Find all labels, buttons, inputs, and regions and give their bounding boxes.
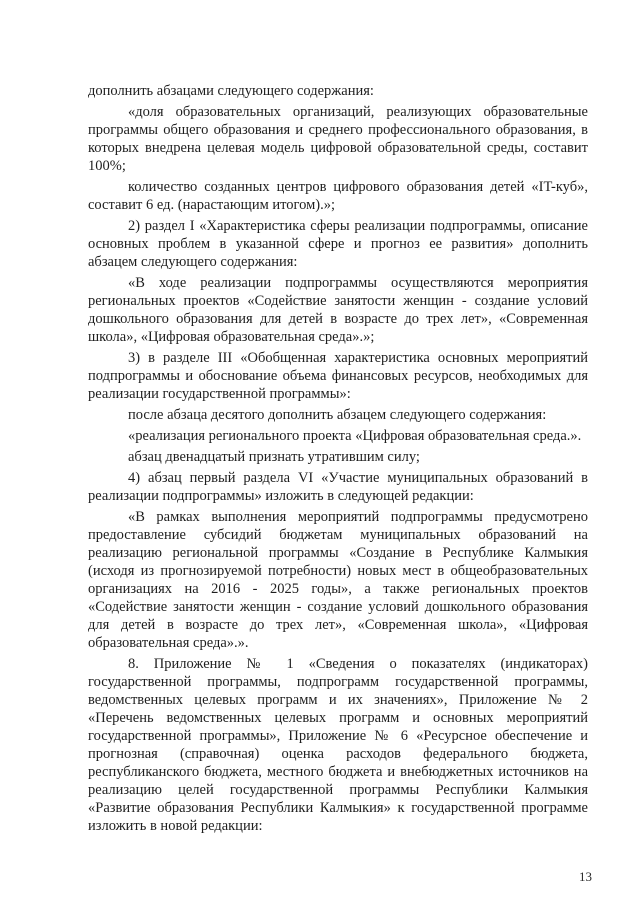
paragraph-8: «реализация регионального проекта «Цифровая образовательная среда.».	[128, 428, 582, 444]
paragraph-4: 2) раздел I «Характеристика сферы реализации подпрограммы, описание основных проблем в указанной сфере и прогноз ее развития» дополнить абзацем следующего содержания:	[88, 218, 588, 270]
paragraph-12: 8. Приложение № 1 «Сведения о показателях (индикаторах) государственной программы, подпрограмм государственной программы, ведомственных целевых программ и их значениях», Приложение № 2 «Перечень ведомственных целевых программ и основных мероприятий государственной программы», Приложение № 6 «Ресурсное обеспечение и прогнозная (справочная) оценка расходов федерального бюджета, республиканского бюджета, местного бюджета и внебюджетных источников на реализацию целей государственной программы Республики Калмыкия «Развитие образования Республики Калмыкия» к государственной программе изложить в новой редакции:	[88, 656, 588, 834]
paragraph-2: «доля образовательных организаций, реализующих образовательные программы общего образования и среднего профессионального образования, в которых внедрена целевая модель цифровой образовательной среды, составит 100%;	[88, 104, 588, 174]
paragraph-1: дополнить абзацами следующего содержания:	[88, 83, 374, 99]
paragraph-11: «В рамках выполнения мероприятий подпрограммы предусмотрено предоставление субсидий бюджетам муниципальных образований на реализацию региональной программы «Создание в Республике Калмыкия (исходя из прогнозируемой потребности) новых мест в общеобразовательных организациях на 2016 - 2025 годы», а также региональных проектов «Содействие занятости женщин - создание условий дошкольного образования для детей в возрасте до трех лет», «Современная школа», «Цифровая образовательная среда».».	[88, 509, 588, 651]
paragraph-7: после абзаца десятого дополнить абзацем следующего содержания:	[128, 407, 547, 423]
document-body	[88, 82, 588, 838]
paragraph-6: 3) в разделе III «Обобщенная характеристика основных мероприятий подпрограммы и обоснование объема финансовых ресурсов, необходимых для реализации государственной программы»:	[88, 350, 588, 402]
page-number: 13	[579, 869, 592, 884]
paragraph-5: «В ходе реализации подпрограммы осуществляются мероприятия региональных проектов «Содействие занятости женщин - создание условий дошкольного образования для детей в возрасте до трех лет», «Современная школа», «Цифровая образовательная среда».»;	[88, 275, 588, 345]
paragraph-9: абзац двенадцатый признать утратившим силу;	[128, 449, 420, 465]
paragraph-10: 4) абзац первый раздела VI «Участие муниципальных образований в реализации подпрограммы» изложить в следующей редакции:	[88, 470, 588, 504]
paragraph-3: количество созданных центров цифрового образования детей «IT-куб», составит 6 ед. (нарастающим итогом).»;	[88, 179, 588, 213]
